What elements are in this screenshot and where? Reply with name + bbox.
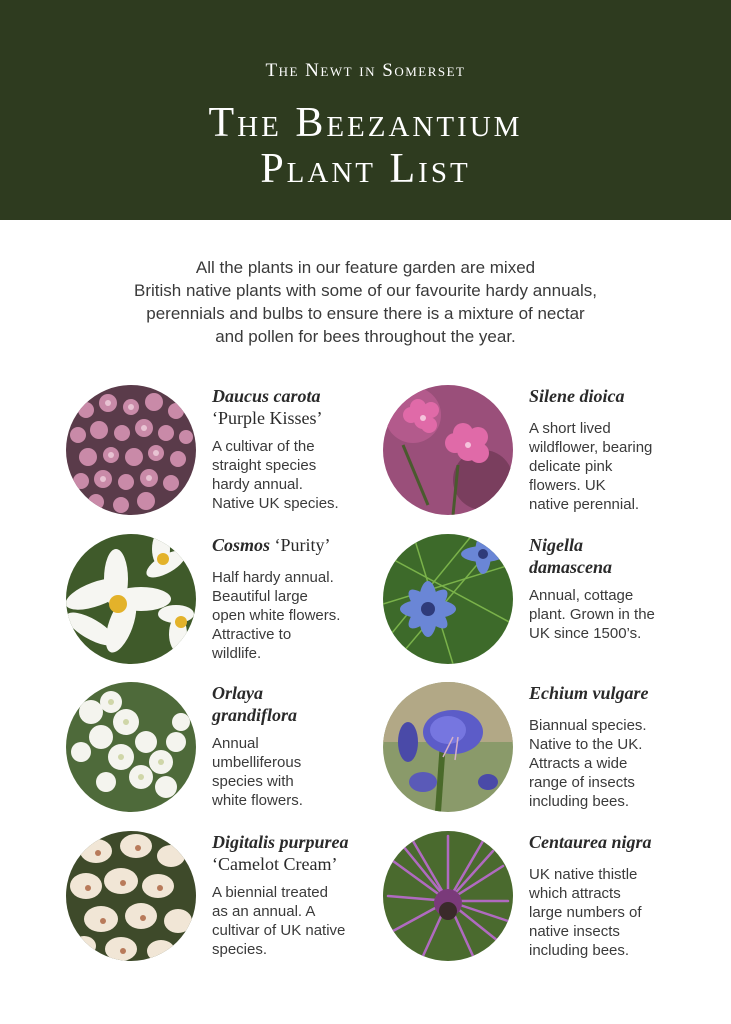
plant-latin-name: Daucus carota xyxy=(212,386,321,406)
desc-line: including bees. xyxy=(529,793,630,810)
desc-line: plant. Grown in the xyxy=(529,606,655,623)
intro-line: and pollen for bees throughout the year. xyxy=(215,327,516,346)
plant-item-echium-vulgare xyxy=(383,682,713,822)
desc-line: as an annual. A xyxy=(212,903,316,920)
desc-line: native perennial. xyxy=(529,496,640,513)
plant-item-digitalis-purpurea xyxy=(66,831,396,971)
plant-description xyxy=(212,437,392,513)
title-line-1: The Beezantium xyxy=(208,100,523,146)
desc-line: native insects xyxy=(529,923,620,940)
plant-name xyxy=(529,682,709,704)
desc-line: open white flowers. xyxy=(212,607,341,624)
desc-line: umbelliferous xyxy=(212,754,302,771)
daucus-carota-photo xyxy=(66,385,196,515)
digitalis-photo xyxy=(66,831,196,961)
desc-line: range of insects xyxy=(529,774,635,791)
plant-item-centaurea-nigra xyxy=(383,831,713,971)
header-subtitle: The Newt in Somerset xyxy=(265,60,466,81)
desc-line: large numbers of xyxy=(529,904,642,921)
plant-description xyxy=(529,865,709,960)
header-banner xyxy=(0,0,731,220)
desc-line: UK since 1500’s. xyxy=(529,625,642,642)
desc-line: including bees. xyxy=(529,942,630,959)
desc-line: species with xyxy=(212,773,294,790)
plant-text xyxy=(212,682,392,810)
desc-line: A short lived xyxy=(529,420,611,437)
intro-paragraph xyxy=(60,256,671,348)
desc-line: Annual, cottage xyxy=(529,587,634,604)
desc-line: delicate pink xyxy=(529,458,613,475)
desc-line: Biannual species. xyxy=(529,717,647,734)
plant-text xyxy=(212,385,392,513)
desc-line: flowers. UK xyxy=(529,477,606,494)
desc-line: hardy annual. xyxy=(212,476,303,493)
plant-description xyxy=(212,568,392,663)
desc-line: Half hardy annual. xyxy=(212,569,334,586)
echium-photo xyxy=(383,682,513,812)
desc-line: Native UK species. xyxy=(212,495,339,512)
silene-dioica-photo xyxy=(383,385,513,515)
plant-description xyxy=(529,586,709,643)
plant-latin-name: Nigella damascena xyxy=(529,535,612,577)
plant-item-daucus-carota xyxy=(66,385,396,525)
intro-line: All the plants in our feature garden are mixed xyxy=(195,258,536,277)
desc-line: straight species xyxy=(212,457,317,474)
plant-latin-name: Echium vulgare xyxy=(529,683,649,703)
desc-line: wildflower, bearing xyxy=(529,439,653,456)
desc-line: white flowers. xyxy=(212,792,303,809)
intro-line: perennials and bulbs to ensure there is a mixture of nectar xyxy=(146,304,585,323)
desc-line: UK native thistle xyxy=(529,866,638,883)
plant-name xyxy=(212,682,332,726)
desc-line: wildlife. xyxy=(212,645,262,662)
centaurea-photo xyxy=(383,831,513,961)
plant-description xyxy=(529,419,709,514)
plant-item-silene-dioica xyxy=(383,385,713,525)
desc-line: Annual xyxy=(212,735,259,752)
desc-line: A biennial treated xyxy=(212,884,328,901)
desc-line: which attracts xyxy=(529,885,621,902)
plant-name xyxy=(212,534,392,556)
desc-line: Attracts a wide xyxy=(529,755,628,772)
plant-name xyxy=(212,385,392,429)
nigella-photo xyxy=(383,534,513,664)
plant-name xyxy=(529,385,709,407)
desc-line: cultivar of UK native xyxy=(212,922,346,939)
plant-name xyxy=(529,831,709,853)
plant-text xyxy=(212,534,392,663)
cosmos-photo xyxy=(66,534,196,664)
plant-description xyxy=(212,734,392,810)
plant-cultivar: ‘Purple Kisses’ xyxy=(212,408,323,428)
plant-text xyxy=(529,682,709,811)
desc-line: Beautiful large xyxy=(212,588,308,605)
desc-line: Native to the UK. xyxy=(529,736,643,753)
plant-name xyxy=(212,831,402,875)
plant-latin-name: Centaurea nigra xyxy=(529,832,652,852)
desc-line: Attractive to xyxy=(212,626,292,643)
plant-text xyxy=(212,831,392,959)
plant-name xyxy=(529,534,649,578)
desc-line: A cultivar of the xyxy=(212,438,315,455)
plant-text xyxy=(529,831,709,960)
plant-item-cosmos xyxy=(66,534,396,674)
plant-latin-name: Silene dioica xyxy=(529,386,625,406)
plant-latin-name: Digitalis purpurea xyxy=(212,832,349,852)
plant-text xyxy=(529,385,709,514)
plant-latin-name: Cosmos xyxy=(212,535,271,555)
plant-cultivar: ‘Purity’ xyxy=(274,535,331,555)
intro-line: British native plants with some of our favourite hardy annuals, xyxy=(133,281,598,300)
plant-item-orlaya-grandiflora xyxy=(66,682,396,822)
plant-latin-name: Orlaya grandiflora xyxy=(212,683,298,725)
plant-text xyxy=(529,534,709,643)
page-title xyxy=(0,100,731,192)
plant-description xyxy=(212,883,392,959)
plant-item-nigella-damascena xyxy=(383,534,713,674)
plant-cultivar: ‘Camelot Cream’ xyxy=(212,854,338,874)
title-line-2: Plant List xyxy=(260,146,471,192)
plant-description xyxy=(529,716,709,811)
orlaya-photo xyxy=(66,682,196,812)
desc-line: species. xyxy=(212,941,268,958)
